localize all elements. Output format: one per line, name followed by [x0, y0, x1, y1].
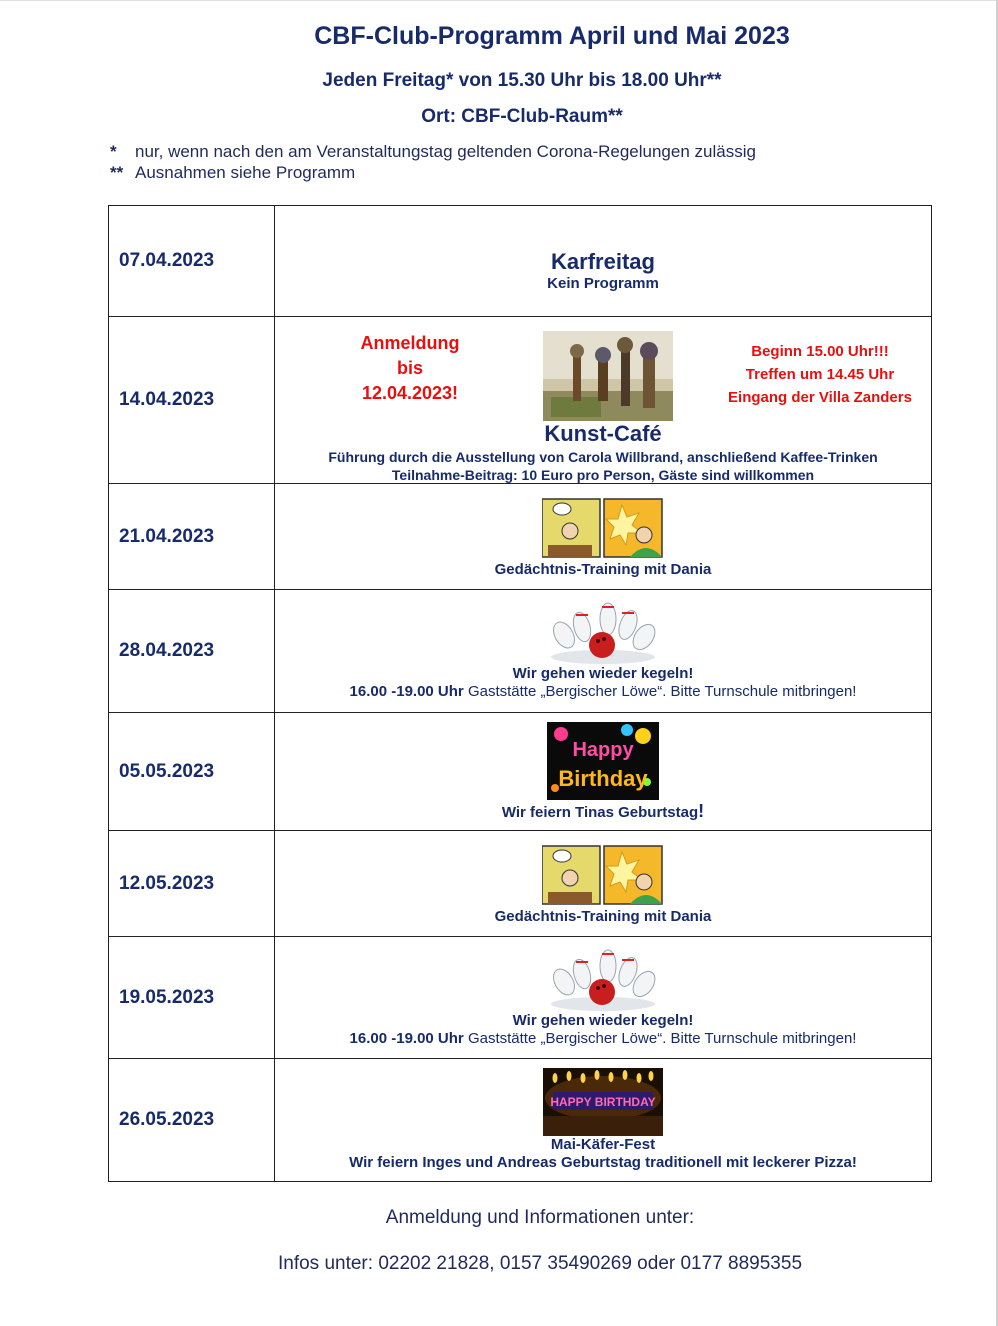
candles-text: HAPPY BIRTHDAY — [550, 1095, 656, 1109]
registration-deadline — [335, 331, 485, 406]
footnote-text: Ausnahmen siehe Programm — [135, 163, 356, 182]
table-row — [109, 590, 932, 713]
row-date: 12.05.2023 — [109, 831, 275, 937]
table-row — [109, 831, 932, 937]
event-title — [275, 802, 931, 822]
footnote-mark: ** — [110, 163, 124, 182]
row-date: 05.05.2023 — [109, 713, 275, 831]
brain-training-cartoon — [542, 495, 664, 561]
event-details — [275, 1030, 931, 1048]
birthday-text-birthday: Birthday — [558, 765, 648, 791]
event-venue: Gaststätte „Bergischer Löwe“. Bitte Turnschule mitbringen! — [463, 683, 857, 700]
deadline-line: bis — [396, 358, 423, 378]
footnote-1 — [110, 142, 756, 162]
footer-contact: Infos unter: 02202 21828, 0157 35490269 oder 0177 8895355 — [277, 1253, 803, 1274]
page-top-border — [0, 0, 998, 1]
event-title: Karfreitag — [551, 249, 655, 274]
row-date: 07.04.2023 — [109, 206, 275, 317]
table-row — [109, 484, 932, 590]
art-exhibition-photo — [543, 331, 673, 421]
event-title: Gedächtnis-Training mit Dania — [494, 560, 712, 578]
event-fee: Teilnahme-Beitrag: 10 Euro pro Person, Gäste sind willkommen — [391, 467, 815, 483]
deadline-line: Anmeldung — [360, 333, 460, 353]
schedule-prefix: Jeden Freitag — [322, 70, 446, 91]
schedule-line — [0, 70, 998, 92]
location-line: Ort: CBF-Club-Raum** — [421, 106, 623, 127]
start-info — [700, 340, 940, 409]
row-content — [275, 713, 932, 831]
schedule-rest: * von 15.30 Uhr bis 18.00 Uhr** — [445, 70, 722, 91]
birthday-text-happy: Happy — [572, 738, 634, 761]
page-title: CBF-Club-Programm April und Mai 2023 — [314, 22, 790, 50]
table-row — [109, 937, 932, 1059]
event-description: Wir feiern Inges und Andreas Geburtstag traditionell mit leckerer Pizza! — [349, 1154, 857, 1171]
row-date: 26.05.2023 — [109, 1059, 275, 1182]
event-title-text: Wir feiern Tinas Geburtstag — [501, 803, 699, 821]
row-content — [275, 590, 932, 713]
program-table — [108, 205, 932, 1182]
event-time: 16.00 -19.00 Uhr — [349, 683, 464, 700]
start-line: Beginn 15.00 Uhr!!! — [751, 343, 889, 360]
footnote-text: nur, wenn nach den am Veranstaltungstag geltenden Corona-Regelungen zulässig — [135, 142, 756, 161]
row-date: 14.04.2023 — [109, 317, 275, 484]
row-date: 19.05.2023 — [109, 937, 275, 1059]
row-content — [275, 317, 932, 484]
row-date: 28.04.2023 — [109, 590, 275, 713]
row-date: 21.04.2023 — [109, 484, 275, 590]
event-title: Gedächtnis-Training mit Dania — [494, 907, 712, 925]
event-title-mark: ! — [698, 800, 705, 821]
event-details — [275, 683, 931, 701]
birthday-candles-image — [543, 1068, 663, 1136]
event-description: Führung durch die Ausstellung von Carola Willbrand, anschließend Kaffee-Trinken — [328, 449, 878, 465]
table-row — [109, 206, 932, 317]
start-line: Eingang der Villa Zanders — [728, 389, 912, 406]
event-title: Kunst-Café — [544, 421, 662, 446]
row-content — [275, 484, 932, 590]
bowling-pins-image — [544, 948, 662, 1012]
event-title: Wir gehen wieder kegeln! — [512, 1011, 694, 1029]
footnote-mark: * — [110, 142, 117, 161]
event-title: Mai-Käfer-Fest — [550, 1136, 656, 1153]
row-content — [275, 1059, 932, 1182]
brain-training-cartoon — [542, 842, 664, 908]
table-row — [109, 713, 932, 831]
event-subtitle: Kein Programm — [547, 275, 659, 292]
deadline-line: 12.04.2023! — [361, 383, 459, 403]
footnote-2 — [110, 163, 355, 183]
row-content — [275, 206, 932, 317]
start-line: Treffen um 14.45 Uhr — [745, 366, 895, 383]
table-row — [109, 317, 932, 484]
bowling-pins-image — [544, 601, 662, 665]
happy-birthday-image — [547, 722, 659, 800]
event-venue: Gaststätte „Bergischer Löwe“. Bitte Turnschule mitbringen! — [463, 1029, 857, 1047]
table-row — [109, 1059, 932, 1182]
row-content — [275, 937, 932, 1059]
footer-registration: Anmeldung und Informationen unter: — [385, 1207, 695, 1228]
event-time: 16.00 -19.00 Uhr — [349, 1029, 464, 1047]
row-content — [275, 831, 932, 937]
event-title: Wir gehen wieder kegeln! — [512, 665, 694, 682]
